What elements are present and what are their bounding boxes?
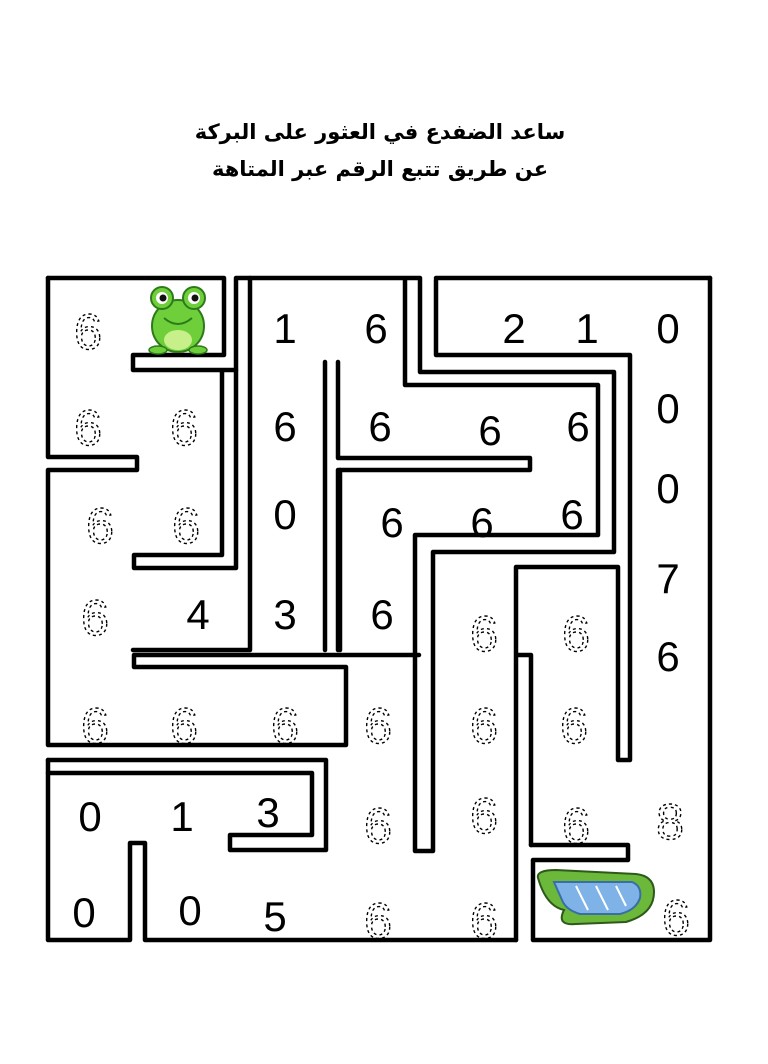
maze-digit: 0	[656, 385, 680, 433]
traceable-digit: 6	[170, 698, 198, 755]
traceable-digit: 6	[470, 788, 498, 845]
instruction-line-2: عن طريق تتبع الرقم عبر المتاهة	[211, 157, 549, 181]
traceable-digit: 6	[271, 698, 299, 755]
maze-digit: 6	[364, 305, 388, 353]
maze-digit: 6	[380, 499, 404, 547]
maze-digit: 6	[368, 403, 392, 451]
maze-digit: 6	[566, 403, 590, 451]
maze-digit: 1	[273, 305, 297, 353]
traceable-digit: 6	[470, 606, 498, 663]
traceable-digit: 6	[74, 400, 102, 457]
maze-digit: 6	[273, 403, 297, 451]
traceable-digit: 6	[81, 590, 109, 647]
traceable-digit: 6	[560, 698, 588, 755]
traceable-digit: 8	[656, 794, 684, 851]
traceable-digit: 6	[170, 400, 198, 457]
traceable-digit: 6	[364, 893, 392, 950]
pond-icon	[538, 870, 654, 924]
maze-digit: 0	[78, 793, 102, 841]
frog-icon	[149, 287, 207, 354]
maze-digit: 0	[178, 887, 202, 935]
maze-digit: 3	[256, 789, 280, 837]
maze-digit: 6	[470, 499, 494, 547]
maze-digit: 1	[575, 305, 599, 353]
maze-digit: 6	[656, 633, 680, 681]
traceable-digit: 6	[470, 698, 498, 755]
maze-digit: 2	[502, 305, 526, 353]
maze-digit: 6	[370, 591, 394, 639]
traceable-digit: 6	[172, 498, 200, 555]
traceable-digit: 6	[562, 798, 590, 855]
maze-digit: 0	[656, 465, 680, 513]
maze-digit: 4	[186, 591, 210, 639]
maze-digit: 6	[478, 407, 502, 455]
traceable-digit: 6	[470, 893, 498, 950]
maze-digit: 3	[273, 591, 297, 639]
traceable-digit: 6	[364, 798, 392, 855]
traceable-digit: 6	[364, 698, 392, 755]
maze-digit: 5	[263, 893, 287, 941]
traceable-digit: 6	[562, 606, 590, 663]
traceable-digit: 6	[86, 498, 114, 555]
maze-digit: 6	[560, 491, 584, 539]
maze-digit: 0	[72, 889, 96, 937]
traceable-digit: 6	[81, 698, 109, 755]
instruction-line-1: ساعد الضفدع في العثور على البركة	[194, 120, 566, 144]
traceable-digit: 6	[74, 304, 102, 361]
traceable-digit: 6	[662, 890, 690, 947]
maze-digit: 1	[170, 793, 194, 841]
maze-digit: 0	[273, 491, 297, 539]
maze-digit: 7	[656, 555, 680, 603]
maze-digit: 0	[656, 305, 680, 353]
